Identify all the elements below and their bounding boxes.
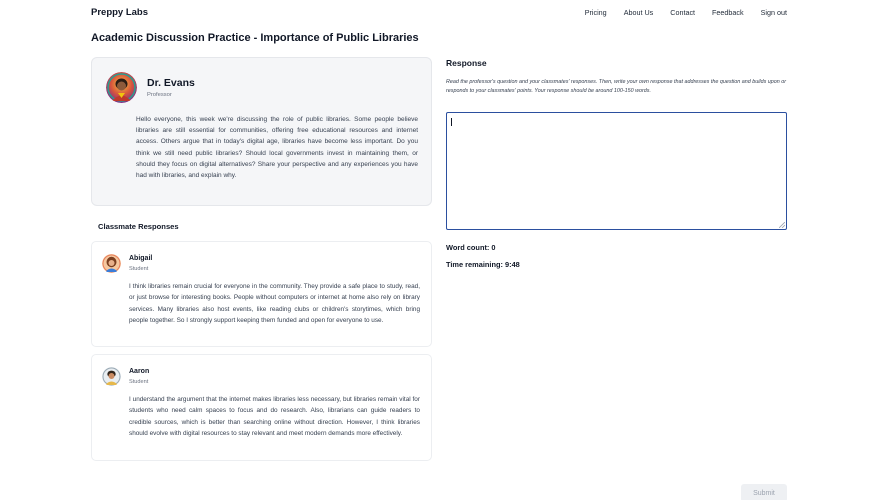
nav-link-feedback[interactable]: Feedback [712, 8, 744, 17]
professor-name: Dr. Evans [147, 77, 195, 89]
professor-role: Professor [147, 92, 172, 98]
student-avatar-icon [102, 367, 121, 386]
classmate-name: Abigail [129, 255, 153, 262]
nav-link-about-us[interactable]: About Us [623, 8, 654, 17]
classmate-role: Student [129, 266, 149, 272]
brand-logo[interactable]: Preppy Labs [91, 7, 149, 18]
nav-link-sign-out[interactable]: Sign out [760, 8, 787, 17]
time-remaining: Time remaining: 9:48 [446, 260, 520, 269]
classmate-response-card [91, 354, 432, 461]
top-nav [0, 0, 877, 26]
professor-prompt: Hello everyone, this week we're discussing the role of public libraries. Some people believe libraries are still essential for communities, offering free educational resources and internet access. Others argue that in today's digital age, libraries have become less important. Do you think we still need public libraries? Should local governments invest in maintaining them, or should they focus on digital alternatives? Share your perspective and any experiences you have had with libraries, and explain why. [136, 116, 418, 180]
nav-link-pricing[interactable]: Pricing [584, 8, 607, 17]
nav-links [568, 8, 787, 17]
submit-button[interactable]: Submit [741, 484, 787, 500]
classmate-response-card [91, 241, 432, 347]
professor-avatar-icon [106, 72, 137, 103]
classmate-response-text: I think libraries remain crucial for everyone in the community. They provide a safe place to study, read, or just browse for interesting books. People without computers or internet at home also rely on library services. Many libraries also host events, like reading clubs or children's storytimes, which bring people together. So I strongly support keeping them funded and open for everyone to use. [129, 283, 420, 324]
nav-link-contact[interactable]: Contact [670, 8, 696, 17]
classmate-name: Aaron [129, 368, 150, 375]
classmate-responses-heading: Classmate Responses [98, 222, 179, 231]
classmate-role: Student [129, 379, 149, 385]
student-avatar-icon [102, 254, 121, 273]
professor-card [91, 57, 432, 206]
response-heading: Response [446, 58, 487, 68]
word-count: Word count: 0 [446, 243, 496, 252]
response-textarea[interactable] [446, 112, 787, 230]
page-title: Academic Discussion Practice - Importance of Public Libraries [91, 32, 419, 44]
resize-handle-icon[interactable] [779, 222, 785, 228]
classmate-response-text: I understand the argument that the internet makes libraries less necessary, but libraries remain vital for students who need calm spaces to focus and do research. Also, librarians can guide readers to credible sources, which is better than searching online without direction. However, I think libraries should evolve with digital resources to stay relevant and meet modern demands more effectively. [129, 396, 420, 437]
response-instructions: Read the professor's question and your classmates' responses. Then, write your own response that addresses the question and builds upon or responds to your classmates' points. Your response should be around 100-150 words. [446, 79, 787, 95]
text-caret [451, 118, 452, 126]
